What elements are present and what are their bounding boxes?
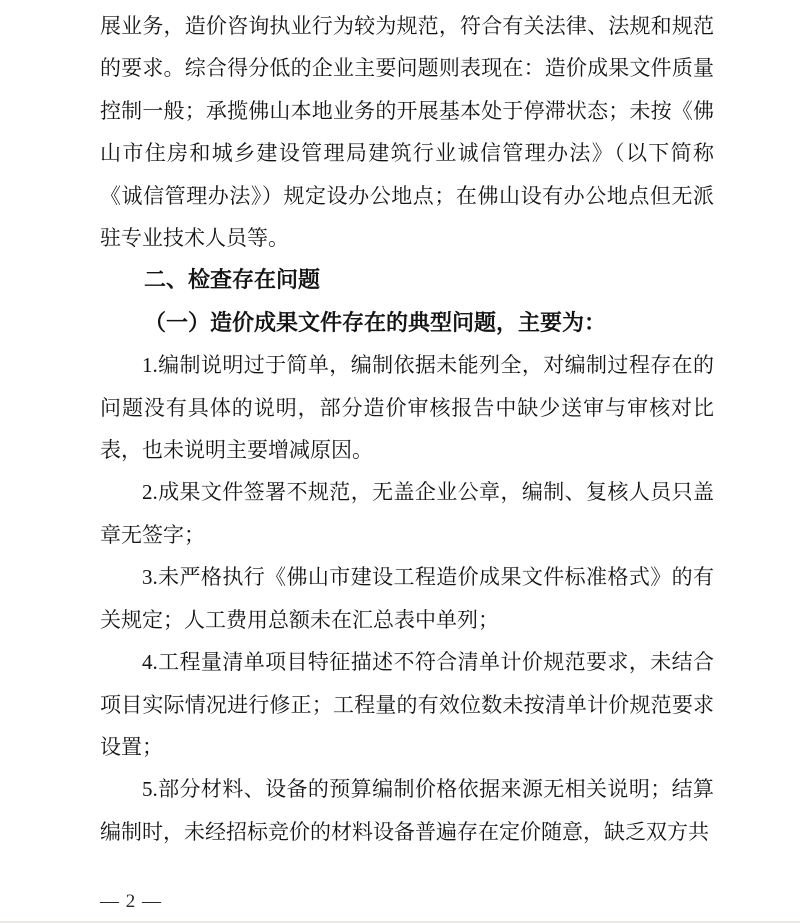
paragraph-item-1: 1.编制说明过于简单，编制依据未能列全，对编制过程存在的问题没有具体的说明，部分造价审核报告中缺少送审与审核对比表，也未说明主要增减原因。 [100, 353, 714, 463]
paragraph-item-3: 3.未严格执行《佛山市建设工程造价成果文件标准格式》的有关规定；人工费用总额未在汇总表中单列； [100, 565, 714, 632]
section-heading: 二、检查存在问题 [144, 267, 321, 293]
paragraph-item-5: 5.部分材料、设备的预算编制价格依据来源无相关说明；结算编制时，未经招标竞价的材料设备普遍存在定价随意，缺乏双方共 [100, 777, 714, 844]
paragraph-item-4: 4.工程量清单项目特征描述不符合清单计价规范要求，未结合项目实际情况进行修正；工程量的有效位数未按清单计价规范要求设置； [100, 650, 714, 759]
paragraph-item-2: 2.成果文件签署不规范，无盖企业公章，编制、复核人员只盖章无签字； [100, 480, 714, 547]
paragraph-continuation: 展业务，造价咨询执业行为较为规范，符合有关法律、法规和规范的要求。综合得分低的企业主要问题则表现在：造价成果文件质量控制一般；承揽佛山本地业务的开展基本处于停滞状态；未按《佛山市住房和城乡建设管理局建筑行业诚信管理办法》（以下简称《诚信管理办法》）规定设办公地点；在佛山设有办公地点但无派驻专业技术人员等。 [100, 14, 714, 251]
footer-page-number: — 2 — [100, 891, 162, 912]
subsection-heading: （一）造价成果文件存在的典型问题，主要为： [144, 309, 607, 335]
document-body [100, 5, 714, 853]
